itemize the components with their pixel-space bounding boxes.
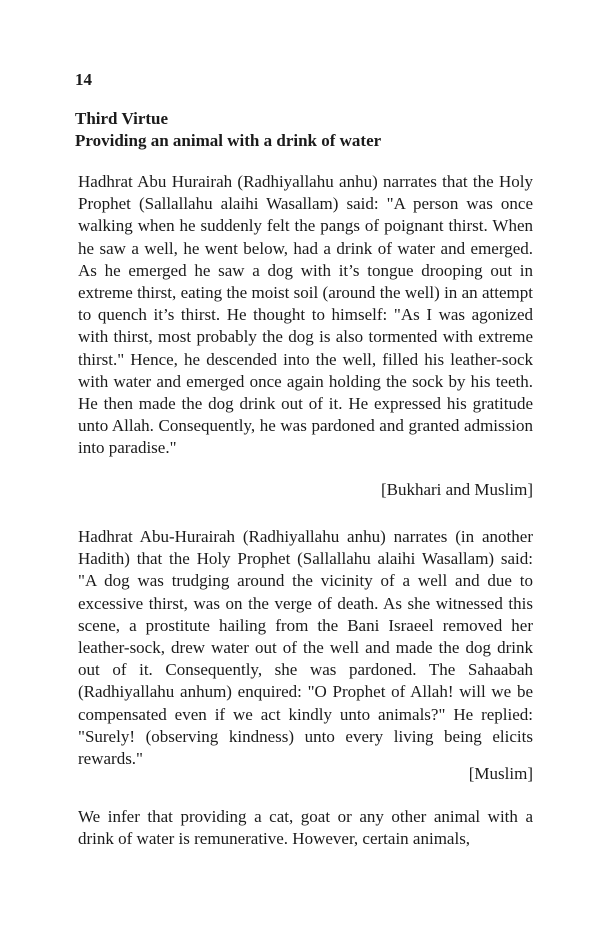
reference-muslim: [Muslim]: [468, 764, 533, 783]
reference-bukhari-muslim: [Bukhari and Muslim]: [380, 480, 533, 499]
hadith-paragraph-1: Hadhrat Abu Hurairah (Radhiyallahu anhu) narrates that the Holy Prophet (Sallallahu alaihi Wasallam) said: "A person was once walking when he suddenly felt the pangs of poignant thirst. When he saw a well, he went below, had a drink of water and emerged. As he emerged he saw a dog with it’s tongue drooping out in extreme thirst, eating the moist soil (around the well) in an attempt to quench it’s thirst. He thought to himself: "As I was agonized with thirst, most probably the dog is also tormented with extreme thirst." Hence, he descended into the well, filled his leather-sock with water and emerged once again holding the sock by his teeth. He then made the dog drink out of it. He expressed his gratitude unto Allah. Consequently, he was pardoned and granted admission into paradise.": [78, 172, 533, 458]
section-subtitle: Providing an animal with a drink of water: [75, 131, 382, 150]
section-heading-block: [75, 108, 545, 152]
section-title: Third Virtue: [75, 109, 169, 128]
hadith-paragraph-2: Hadhrat Abu-Hurairah (Radhiyallahu anhu) narrates (in another Hadith) that the Holy Prophet (Sallallahu alaihi Wasallam) said: "A dog was trudging around the vicinity of a well and due to excessive thirst, was on the verge of death. As she witnessed this scene, a prostitute hailing from the Bani Israeel removed her leather-sock, drew water out of the well and made the dog drink out of it. Consequently, she was pardoned. The Sahaabah (Radhiyallahu anhum) enquired: "O Prophet of Allah! will we be compensated even if we act kindly unto animals?" He replied: "Surely! (observing kindness) unto every living being elicits rewards.": [78, 527, 533, 769]
commentary-paragraph: We infer that providing a cat, goat or any other animal with a drink of water is remunerative. However, certain animals,: [78, 807, 533, 849]
page-number: 14: [75, 70, 92, 89]
